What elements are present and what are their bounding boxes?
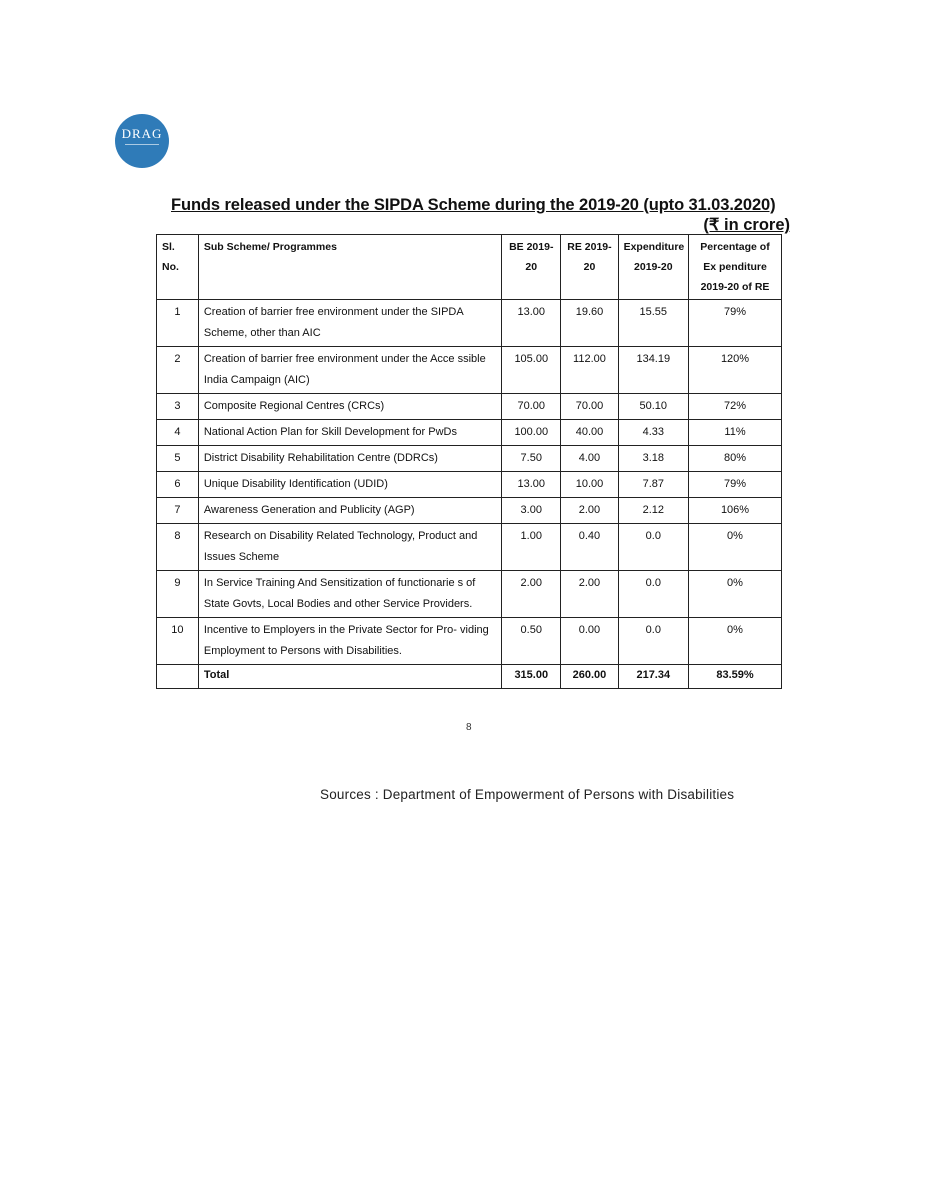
total-be: 315.00 xyxy=(502,665,561,689)
cell-re: 112.00 xyxy=(561,347,618,394)
cell-exp: 0.0 xyxy=(618,571,688,618)
header-re: RE 2019-20 xyxy=(561,235,618,300)
total-re: 260.00 xyxy=(561,665,618,689)
cell-be: 100.00 xyxy=(502,420,561,446)
cell-sl: 10 xyxy=(157,618,199,665)
cell-exp: 0.0 xyxy=(618,524,688,571)
table-row xyxy=(157,446,782,472)
cell-exp: 2.12 xyxy=(618,498,688,524)
table-row xyxy=(157,300,782,347)
cell-re: 4.00 xyxy=(561,446,618,472)
cell-be: 7.50 xyxy=(502,446,561,472)
cell-name: Creation of barrier free environment under the Acce ssible India Campaign (AIC) xyxy=(198,347,501,394)
cell-pct: 0% xyxy=(689,524,782,571)
cell-re: 70.00 xyxy=(561,394,618,420)
cell-pct: 79% xyxy=(689,472,782,498)
cell-be: 13.00 xyxy=(502,300,561,347)
table-row xyxy=(157,394,782,420)
total-pct: 83.59% xyxy=(689,665,782,689)
funds-table xyxy=(156,234,782,689)
cell-pct: 0% xyxy=(689,618,782,665)
total-sl xyxy=(157,665,199,689)
cell-sl: 4 xyxy=(157,420,199,446)
cell-name: Research on Disability Related Technology, Product and Issues Scheme xyxy=(198,524,501,571)
cell-exp: 50.10 xyxy=(618,394,688,420)
cell-sl: 2 xyxy=(157,347,199,394)
document-title: Funds released under the SIPDA Scheme during the 2019-20 (upto 31.03.2020) xyxy=(171,196,776,214)
table-row xyxy=(157,618,782,665)
cell-sl: 5 xyxy=(157,446,199,472)
cell-pct: 79% xyxy=(689,300,782,347)
header-sl-no: Sl. No. xyxy=(157,235,199,300)
table-row xyxy=(157,571,782,618)
cell-be: 1.00 xyxy=(502,524,561,571)
cell-sl: 3 xyxy=(157,394,199,420)
cell-exp: 3.18 xyxy=(618,446,688,472)
table-row xyxy=(157,498,782,524)
cell-exp: 7.87 xyxy=(618,472,688,498)
sources-note: Sources : Department of Empowerment of Persons with Disabilities xyxy=(320,787,735,802)
cell-sl: 7 xyxy=(157,498,199,524)
cell-re: 0.00 xyxy=(561,618,618,665)
logo-divider xyxy=(125,144,159,145)
cell-pct: 80% xyxy=(689,446,782,472)
header-expenditure: Expenditure 2019-20 xyxy=(618,235,688,300)
cell-exp: 15.55 xyxy=(618,300,688,347)
logo-text: DRAG xyxy=(121,126,163,141)
cell-pct: 120% xyxy=(689,347,782,394)
cell-pct: 72% xyxy=(689,394,782,420)
cell-name: District Disability Rehabilitation Centre (DDRCs) xyxy=(198,446,501,472)
cell-sl: 9 xyxy=(157,571,199,618)
cell-name: National Action Plan for Skill Development for PwDs xyxy=(198,420,501,446)
cell-be: 2.00 xyxy=(502,571,561,618)
table-row xyxy=(157,524,782,571)
total-label: Total xyxy=(198,665,501,689)
cell-sl: 6 xyxy=(157,472,199,498)
total-exp: 217.34 xyxy=(618,665,688,689)
cell-re: 19.60 xyxy=(561,300,618,347)
cell-pct: 106% xyxy=(689,498,782,524)
table-header-row xyxy=(157,235,782,300)
cell-sl: 1 xyxy=(157,300,199,347)
cell-pct: 0% xyxy=(689,571,782,618)
cell-name: Awareness Generation and Publicity (AGP) xyxy=(198,498,501,524)
cell-be: 3.00 xyxy=(502,498,561,524)
cell-re: 10.00 xyxy=(561,472,618,498)
cell-exp: 134.19 xyxy=(618,347,688,394)
table-row xyxy=(157,472,782,498)
cell-name: Unique Disability Identification (UDID) xyxy=(198,472,501,498)
cell-re: 2.00 xyxy=(561,498,618,524)
cell-be: 70.00 xyxy=(502,394,561,420)
header-sub-scheme: Sub Scheme/ Programmes xyxy=(198,235,501,300)
cell-name: Incentive to Employers in the Private Sector for Pro- viding Employment to Persons with Disabilities. xyxy=(198,618,501,665)
table-row xyxy=(157,347,782,394)
cell-re: 40.00 xyxy=(561,420,618,446)
cell-exp: 4.33 xyxy=(618,420,688,446)
header-percentage: Percentage of Ex penditure 2019-20 of RE xyxy=(689,235,782,300)
cell-name: Creation of barrier free environment under the SIPDA Scheme, other than AIC xyxy=(198,300,501,347)
table-row xyxy=(157,420,782,446)
cell-exp: 0.0 xyxy=(618,618,688,665)
cell-re: 2.00 xyxy=(561,571,618,618)
page-number: 8 xyxy=(466,722,472,733)
table-total-row xyxy=(157,665,782,689)
cell-sl: 8 xyxy=(157,524,199,571)
cell-be: 13.00 xyxy=(502,472,561,498)
cell-re: 0.40 xyxy=(561,524,618,571)
cell-name: Composite Regional Centres (CRCs) xyxy=(198,394,501,420)
cell-pct: 11% xyxy=(689,420,782,446)
cell-be: 0.50 xyxy=(502,618,561,665)
cell-name: In Service Training And Sensitization of functionarie s of State Govts, Local Bodies and other Service Providers. xyxy=(198,571,501,618)
header-be: BE 2019-20 xyxy=(502,235,561,300)
cell-be: 105.00 xyxy=(502,347,561,394)
drag-logo xyxy=(115,114,169,168)
unit-note: (₹ in crore) xyxy=(703,216,790,234)
